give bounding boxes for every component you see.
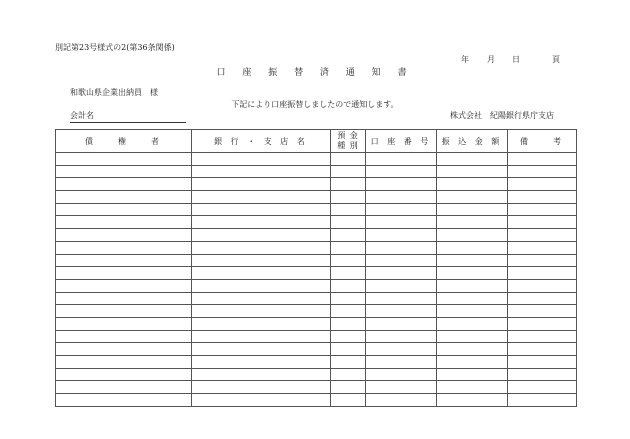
- cell-bank-branch[interactable]: [192, 330, 331, 343]
- table-row: [56, 343, 577, 356]
- table-row: [56, 356, 577, 369]
- table-row: [56, 178, 577, 191]
- table-row: [56, 191, 577, 204]
- addressee-name: 和歌山県企業出納員 様: [70, 88, 158, 97]
- cell-transfer-amount[interactable]: [437, 330, 508, 343]
- cell-transfer-amount[interactable]: [437, 254, 508, 267]
- cell-transfer-amount[interactable]: [437, 292, 508, 305]
- cell-bank-branch[interactable]: [192, 267, 331, 280]
- cell-creditor[interactable]: [56, 330, 192, 343]
- cell-account-number[interactable]: [366, 178, 437, 191]
- cell-creditor[interactable]: [56, 317, 192, 330]
- cell-transfer-amount[interactable]: [437, 368, 508, 381]
- column-header-bank-branch: 銀 行 ・ 支 店 名: [192, 130, 331, 153]
- cell-deposit-type[interactable]: [331, 203, 366, 216]
- cell-account-number[interactable]: [366, 241, 437, 254]
- cell-bank-branch[interactable]: [192, 229, 331, 242]
- cell-account-number[interactable]: [366, 279, 437, 292]
- cell-remarks[interactable]: [508, 165, 577, 178]
- cell-deposit-type[interactable]: [331, 241, 366, 254]
- cell-deposit-type[interactable]: [331, 165, 366, 178]
- cell-remarks[interactable]: [508, 216, 577, 229]
- cell-remarks[interactable]: [508, 229, 577, 242]
- account-name-field[interactable]: [70, 122, 186, 123]
- cell-account-number[interactable]: [366, 305, 437, 318]
- column-header-deposit-type: [331, 130, 366, 153]
- cell-transfer-amount[interactable]: [437, 394, 508, 407]
- cell-creditor[interactable]: [56, 165, 192, 178]
- cell-creditor[interactable]: [56, 305, 192, 318]
- cell-creditor[interactable]: [56, 178, 192, 191]
- cell-bank-branch[interactable]: [192, 292, 331, 305]
- cell-account-number[interactable]: [366, 330, 437, 343]
- column-header-transfer-amount: 振 込 金 額: [437, 130, 508, 153]
- table-row: [56, 330, 577, 343]
- cell-transfer-amount[interactable]: [437, 343, 508, 356]
- cell-deposit-type[interactable]: [331, 305, 366, 318]
- cell-remarks[interactable]: [508, 241, 577, 254]
- bank-name: 株式会社 紀陽銀行県庁支店: [450, 111, 554, 120]
- cell-transfer-amount[interactable]: [437, 216, 508, 229]
- cell-remarks[interactable]: [508, 381, 577, 394]
- date-month-label: 月: [487, 55, 495, 64]
- cell-deposit-type[interactable]: [331, 317, 366, 330]
- table-row: [56, 305, 577, 318]
- cell-account-number[interactable]: [366, 394, 437, 407]
- cell-deposit-type[interactable]: [331, 368, 366, 381]
- cell-remarks[interactable]: [508, 368, 577, 381]
- cell-remarks[interactable]: [508, 305, 577, 318]
- cell-remarks[interactable]: [508, 343, 577, 356]
- cell-deposit-type[interactable]: [331, 254, 366, 267]
- table-row: [56, 394, 577, 407]
- cell-creditor[interactable]: [56, 254, 192, 267]
- cell-creditor[interactable]: [56, 394, 192, 407]
- table-row: [56, 317, 577, 330]
- cell-account-number[interactable]: [366, 216, 437, 229]
- table-row: [56, 241, 577, 254]
- cell-remarks[interactable]: [508, 254, 577, 267]
- table-row: [56, 292, 577, 305]
- transfer-table: [55, 129, 577, 407]
- cell-bank-branch[interactable]: [192, 368, 331, 381]
- cell-remarks[interactable]: [508, 191, 577, 204]
- cell-bank-branch[interactable]: [192, 356, 331, 369]
- cell-account-number[interactable]: [366, 153, 437, 166]
- cell-deposit-type[interactable]: [331, 343, 366, 356]
- cell-remarks[interactable]: [508, 267, 577, 280]
- cell-deposit-type[interactable]: [331, 381, 366, 394]
- cell-remarks[interactable]: [508, 279, 577, 292]
- page-label: 頁: [552, 55, 560, 64]
- table-body: [56, 153, 577, 407]
- cell-account-number[interactable]: [366, 191, 437, 204]
- cell-creditor[interactable]: [56, 241, 192, 254]
- cell-creditor[interactable]: [56, 343, 192, 356]
- cell-creditor[interactable]: [56, 292, 192, 305]
- cell-remarks[interactable]: [508, 153, 577, 166]
- cell-account-number[interactable]: [366, 267, 437, 280]
- cell-account-number[interactable]: [366, 165, 437, 178]
- cell-transfer-amount[interactable]: [437, 241, 508, 254]
- cell-remarks[interactable]: [508, 394, 577, 407]
- cell-transfer-amount[interactable]: [437, 191, 508, 204]
- cell-transfer-amount[interactable]: [437, 229, 508, 242]
- cell-bank-branch[interactable]: [192, 216, 331, 229]
- cell-account-number[interactable]: [366, 203, 437, 216]
- cell-deposit-type[interactable]: [331, 292, 366, 305]
- table-row: [56, 165, 577, 178]
- date-year-label: 年: [461, 55, 469, 64]
- cell-account-number[interactable]: [366, 254, 437, 267]
- cell-account-number[interactable]: [366, 368, 437, 381]
- cell-deposit-type[interactable]: [331, 356, 366, 369]
- cell-creditor[interactable]: [56, 191, 192, 204]
- account-name-label: 会計名: [70, 111, 94, 120]
- cell-bank-branch[interactable]: [192, 317, 331, 330]
- cell-deposit-type[interactable]: [331, 394, 366, 407]
- cell-creditor[interactable]: [56, 267, 192, 280]
- cell-remarks[interactable]: [508, 292, 577, 305]
- cell-transfer-amount[interactable]: [437, 267, 508, 280]
- cell-account-number[interactable]: [366, 292, 437, 305]
- column-header-creditor: 債 権 者: [56, 130, 192, 153]
- cell-deposit-type[interactable]: [331, 330, 366, 343]
- column-header-account-number: 口 座 番 号: [366, 130, 437, 153]
- notice-text: 下記により口座振替しましたので通知します。: [231, 100, 399, 109]
- cell-transfer-amount[interactable]: [437, 279, 508, 292]
- cell-bank-branch[interactable]: [192, 203, 331, 216]
- cell-bank-branch[interactable]: [192, 165, 331, 178]
- cell-remarks[interactable]: [508, 330, 577, 343]
- cell-account-number[interactable]: [366, 343, 437, 356]
- cell-creditor[interactable]: [56, 229, 192, 242]
- form-reference: 別記第23号様式の2(第36条関係): [55, 43, 175, 52]
- cell-deposit-type[interactable]: [331, 191, 366, 204]
- cell-bank-branch[interactable]: [192, 279, 331, 292]
- cell-remarks[interactable]: [508, 178, 577, 191]
- cell-creditor[interactable]: [56, 203, 192, 216]
- table-row: [56, 153, 577, 166]
- table-row: [56, 254, 577, 267]
- cell-bank-branch[interactable]: [192, 381, 331, 394]
- cell-transfer-amount[interactable]: [437, 203, 508, 216]
- cell-transfer-amount[interactable]: [437, 165, 508, 178]
- cell-transfer-amount[interactable]: [437, 153, 508, 166]
- table-row: [56, 381, 577, 394]
- cell-bank-branch[interactable]: [192, 394, 331, 407]
- cell-account-number[interactable]: [366, 317, 437, 330]
- cell-account-number[interactable]: [366, 356, 437, 369]
- cell-creditor[interactable]: [56, 153, 192, 166]
- cell-transfer-amount[interactable]: [437, 356, 508, 369]
- cell-bank-branch[interactable]: [192, 241, 331, 254]
- cell-deposit-type[interactable]: [331, 267, 366, 280]
- cell-deposit-type[interactable]: [331, 216, 366, 229]
- cell-creditor[interactable]: [56, 279, 192, 292]
- cell-bank-branch[interactable]: [192, 178, 331, 191]
- cell-bank-branch[interactable]: [192, 153, 331, 166]
- cell-deposit-type[interactable]: [331, 229, 366, 242]
- cell-remarks[interactable]: [508, 356, 577, 369]
- cell-bank-branch[interactable]: [192, 254, 331, 267]
- cell-deposit-type[interactable]: [331, 178, 366, 191]
- cell-remarks[interactable]: [508, 317, 577, 330]
- cell-transfer-amount[interactable]: [437, 317, 508, 330]
- cell-transfer-amount[interactable]: [437, 178, 508, 191]
- table-row: [56, 368, 577, 381]
- table-row: [56, 203, 577, 216]
- cell-bank-branch[interactable]: [192, 343, 331, 356]
- cell-transfer-amount[interactable]: [437, 381, 508, 394]
- table-row: [56, 279, 577, 292]
- cell-deposit-type[interactable]: [331, 153, 366, 166]
- table-row: [56, 229, 577, 242]
- cell-remarks[interactable]: [508, 203, 577, 216]
- cell-account-number[interactable]: [366, 381, 437, 394]
- table-row: [56, 216, 577, 229]
- date-day-label: 日: [512, 55, 520, 64]
- cell-creditor[interactable]: [56, 356, 192, 369]
- cell-transfer-amount[interactable]: [437, 305, 508, 318]
- table-header-row: [56, 130, 577, 153]
- table-row: [56, 267, 577, 280]
- column-header-deposit-type-line1: 預 金: [337, 131, 359, 140]
- document-title: 口 座 振 替 済 通 知 書: [216, 68, 414, 78]
- cell-account-number[interactable]: [366, 229, 437, 242]
- cell-bank-branch[interactable]: [192, 191, 331, 204]
- column-header-remarks: 備 考: [508, 130, 577, 153]
- cell-deposit-type[interactable]: [331, 279, 366, 292]
- cell-bank-branch[interactable]: [192, 305, 331, 318]
- cell-creditor[interactable]: [56, 381, 192, 394]
- cell-creditor[interactable]: [56, 216, 192, 229]
- column-header-deposit-type-line2: 種 別: [337, 141, 359, 150]
- cell-creditor[interactable]: [56, 368, 192, 381]
